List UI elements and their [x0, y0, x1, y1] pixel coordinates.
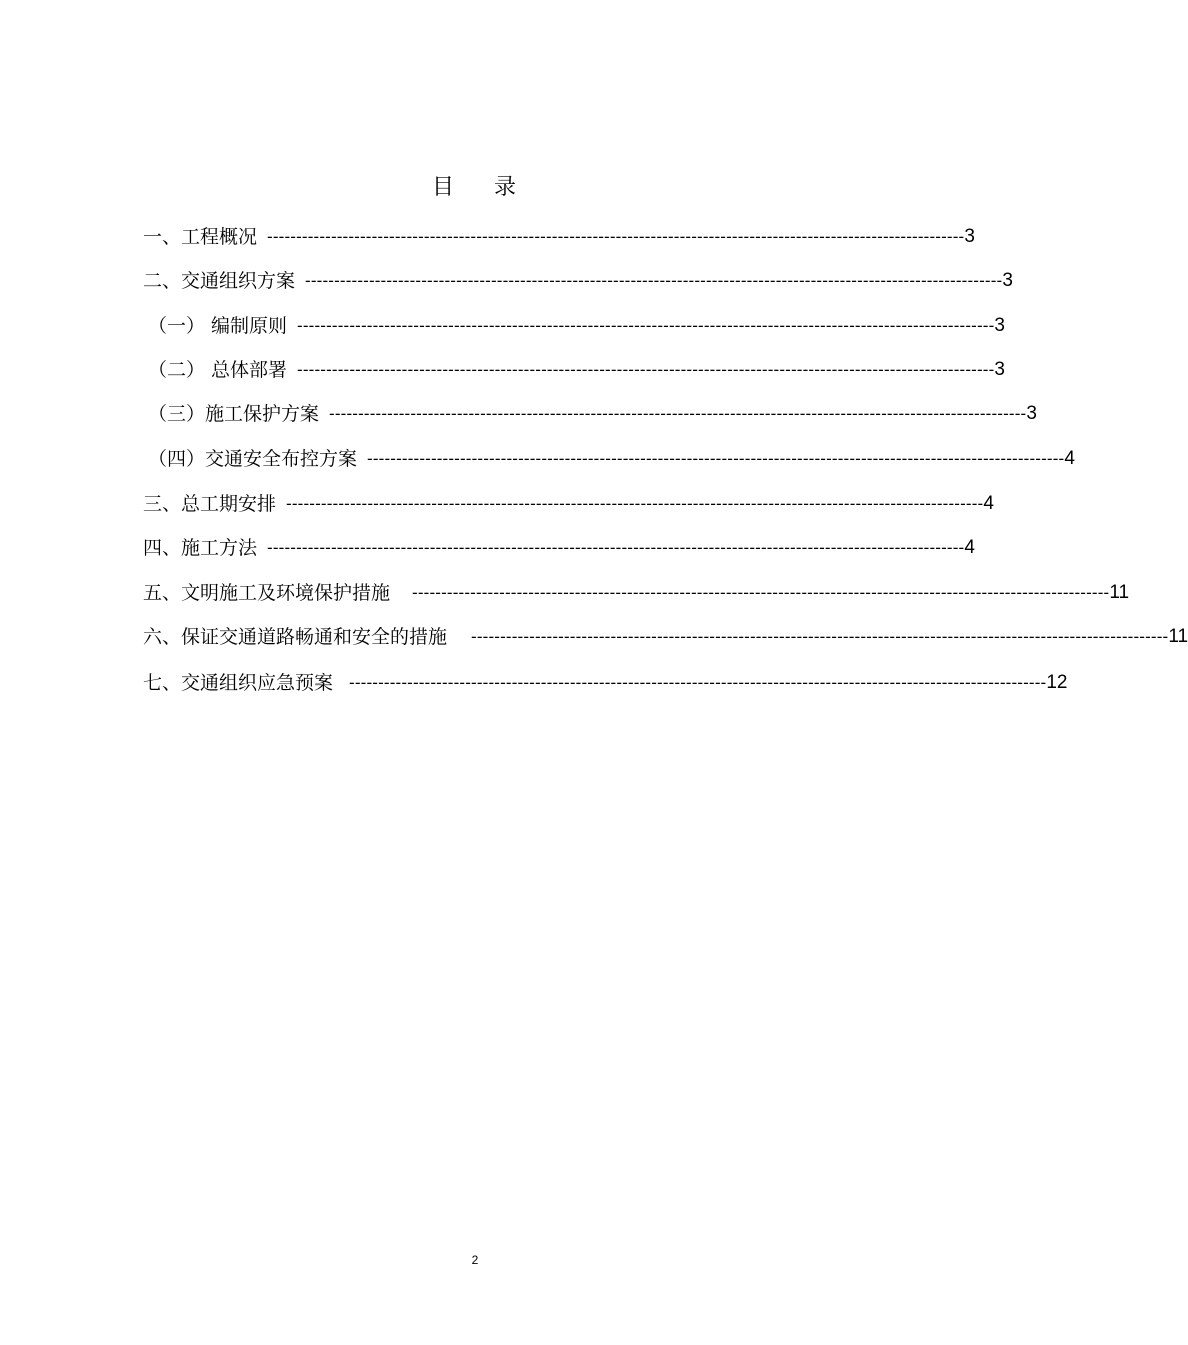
toc-title-part1: 目 [431, 175, 456, 200]
toc-entry-3[interactable] [148, 311, 1005, 341]
toc-entry-label: 一、工程概况 [143, 226, 258, 248]
toc-entry-page: 3 [1026, 403, 1037, 424]
toc-entry-page: 11 [1168, 626, 1188, 647]
toc-leader-dots: ------------------------------------------------------------------------------------------------------------------------ [267, 227, 965, 246]
toc-entry-label: 五、文明施工及环境保护措施 [143, 582, 391, 604]
toc-entry-page: 3 [964, 226, 975, 247]
toc-entry-page: 3 [994, 359, 1005, 380]
toc-entry-9[interactable] [143, 578, 1130, 608]
toc-leader-dots: ------------------------------------------------------------------------------------------------------------------------ [367, 449, 1065, 468]
toc-title-part2: 录 [494, 175, 519, 200]
toc-leader-dots: ------------------------------------------------------------------------------------------------------------------------ [267, 538, 965, 557]
toc-entry-2[interactable] [143, 266, 1013, 296]
toc-title [0, 172, 950, 204]
toc-entry-page: 11 [1109, 582, 1130, 603]
toc-entry-page: 4 [1064, 448, 1075, 469]
toc-entry-label: 三、总工期安排 [143, 493, 277, 515]
toc-entry-6[interactable] [148, 444, 1075, 474]
toc-entry-11[interactable] [143, 668, 1068, 698]
toc-entry-page: 4 [964, 537, 975, 558]
toc-leader-dots: ------------------------------------------------------------------------------------------------------------------------ [286, 494, 984, 513]
toc-entry-7[interactable] [143, 489, 994, 519]
toc-entry-page: 3 [994, 315, 1005, 336]
toc-entry-label: 七、交通组织应急预案 [143, 672, 334, 694]
toc-leader-dots: ------------------------------------------------------------------------------------------------------------------------ [297, 360, 995, 379]
toc-entry-8[interactable] [143, 533, 975, 563]
toc-entry-page: 3 [1002, 270, 1013, 291]
toc-leader-dots: ------------------------------------------------------------------------------------------------------------------------ [412, 583, 1110, 602]
toc-entry-5[interactable] [148, 399, 1037, 429]
toc-entry-label: （二） 总体部署 [148, 359, 288, 381]
toc-leader-dots: ------------------------------------------------------------------------------------------------------------------------ [329, 404, 1027, 423]
toc-leader-dots: ------------------------------------------------------------------------------------------------------------------------ [349, 673, 1047, 692]
toc-entry-4[interactable] [148, 355, 1005, 385]
toc-entry-label: 二、交通组织方案 [143, 270, 296, 292]
toc-entry-label: 六、保证交通道路畅通和安全的措施 [143, 626, 448, 648]
toc-entry-label: （四）交通安全布控方案 [148, 448, 358, 470]
page-number: 2 [471, 1253, 479, 1267]
toc-entry-label: （一） 编制原则 [148, 315, 288, 337]
toc-entry-10[interactable] [143, 622, 1188, 652]
toc-leader-dots: ------------------------------------------------------------------------------------------------------------------------ [471, 627, 1169, 646]
toc-leader-dots: ------------------------------------------------------------------------------------------------------------------------ [305, 271, 1003, 290]
toc-entry-page: 12 [1046, 672, 1068, 693]
toc-entry-page: 4 [983, 493, 994, 514]
toc-entry-1[interactable] [143, 222, 975, 252]
toc-leader-dots: ------------------------------------------------------------------------------------------------------------------------ [297, 316, 995, 335]
toc-entry-label: （三）施工保护方案 [148, 403, 320, 425]
toc-entry-label: 四、施工方法 [143, 537, 258, 559]
